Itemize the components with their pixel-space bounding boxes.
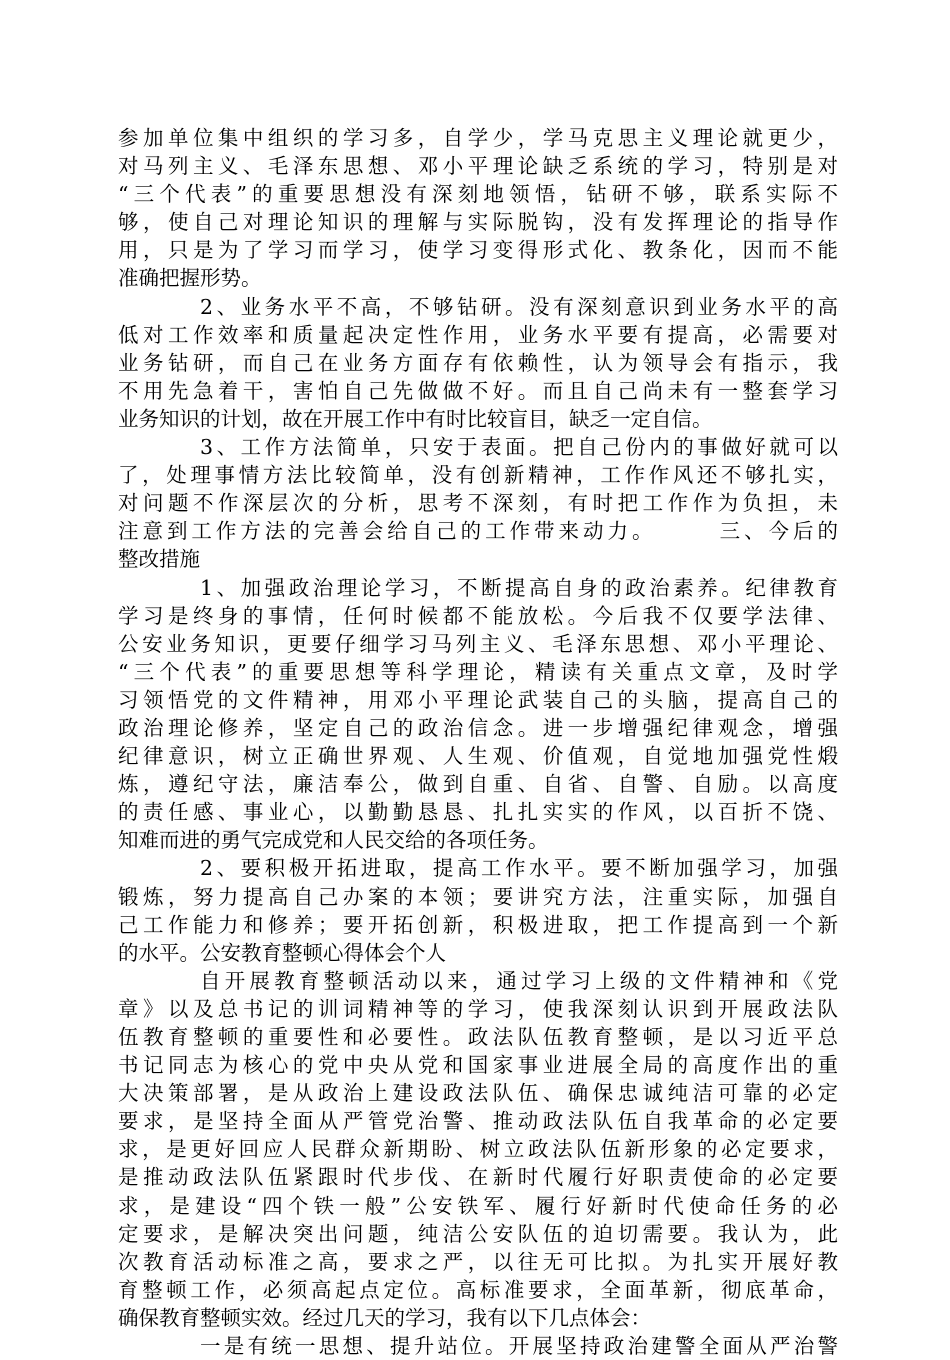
text-line: 要求，是坚持全面从严管党治警、推动政法队伍自我革命的必定要 xyxy=(118,1109,838,1134)
text-line: 锻炼，努力提高自己办案的本领；要讲究方法，注重实际，加强自 xyxy=(118,884,838,909)
text-line: 注意到工作方法的完善会给自己的工作带来动力。 三、今后的 xyxy=(118,519,838,544)
text-line: 整改措施 xyxy=(118,547,200,572)
text-line: 习领悟党的文件精神，用邓小平理论武装自己的头脑，提高自己的 xyxy=(118,687,838,712)
text-line: 炼，遵纪守法，廉洁奉公，做到自重、自省、自警、自励。以高度 xyxy=(118,772,838,797)
text-line: 公安业务知识，更要仔细学习马列主义、毛泽东思想、邓小平理论、 xyxy=(118,631,838,656)
text-line: 准确把握形势。 xyxy=(118,266,262,291)
text-line: 了，处理事情方法比较简单，没有创新精神，工作作风还不够扎实， xyxy=(118,463,838,488)
text-line: 参加单位集中组织的学习多，自学少，学马克思主义理论就更少， xyxy=(118,126,838,150)
text-line: 是推动政法队伍紧跟时代步伐、在新时代履行好职责使命的必定要 xyxy=(118,1165,838,1190)
text-line: 业务钻研，而自己在业务方面存有依赖性，认为领导会有指示，我 xyxy=(118,350,838,375)
text-line: 学习是终身的事情，任何时候都不能放松。今后我不仅要学法律、 xyxy=(118,603,838,628)
text-line: 不用先急着干，害怕自己先做做不好。而且自己尚未有一整套学习 xyxy=(118,378,838,403)
text-line: 对问题不作深层次的分析，思考不深刻，有时把工作作为负担，未 xyxy=(118,491,838,516)
text-line: 自开展教育整顿活动以来，通过学习上级的文件精神和《党 xyxy=(200,968,838,993)
text-line: 书记同志为核心的党中央从党和国家事业进展全局的高度作出的重 xyxy=(118,1053,838,1078)
text-line: “三个代表”的重要思想等科学理论，精读有关重点文章，及时学 xyxy=(118,659,838,684)
text-line: 求，是建设“四个铁一般”公安铁军、履行好新时代使命任务的必 xyxy=(118,1193,838,1218)
text-line: 章》以及总书记的训词精神等的学习，使我深刻认识到开展政法队 xyxy=(118,996,838,1021)
text-line: 一是有统一思想、提升站位。开展坚持政治建警全面从严治警 xyxy=(200,1334,838,1359)
text-line: “三个代表”的重要思想没有深刻地领悟，钻研不够，联系实际不 xyxy=(118,182,838,207)
text-line: 政治理论修养，坚定自己的政治信念。进一步增强纪律观念，增强 xyxy=(118,715,838,740)
text-line: 3、工作方法简单，只安于表面。把自己份内的事做好就可以 xyxy=(200,435,838,460)
text-line: 次教育活动标准之高，要求之严，以往无可比拟。为扎实开展好教 xyxy=(118,1249,838,1274)
text-line: 2、业务水平不高，不够钻研。没有深刻意识到业务水平的高 xyxy=(200,294,838,319)
text-line: 确保教育整顿实效。经过几天的学习，我有以下几点体会： xyxy=(118,1305,651,1330)
text-line: 的责任感、事业心，以勤勤恳恳、扎扎实实的作风，以百折不饶、 xyxy=(118,800,838,825)
text-line: 育整顿工作，必须高起点定位。高标准要求，全面革新，彻底革命， xyxy=(118,1277,838,1302)
text-line: 纪律意识，树立正确世界观、人生观、价值观，自觉地加强党性煅 xyxy=(118,744,838,769)
text-line: 大决策部署，是从政治上建设政法队伍、确保忠诚纯洁可靠的必定 xyxy=(118,1081,838,1106)
text-line: 够，使自己对理论知识的理解与实际脱钩，没有发挥理论的指导作 xyxy=(118,210,838,235)
text-line: 业务知识的计划，故在开展工作中有时比较盲目，缺乏一定自信。 xyxy=(118,406,713,431)
text-line: 的水平。公安教育整顿心得体会个人 xyxy=(118,940,446,965)
document-body xyxy=(118,124,838,1360)
text-line: 用，只是为了学习而学习，使学习变得形式化、教条化，因而不能 xyxy=(118,238,838,263)
text-line: 定要求，是解决突出问题，纯洁公安队伍的迫切需要。我认为，此 xyxy=(118,1221,838,1246)
text-line: 对马列主义、毛泽东思想、邓小平理论缺乏系统的学习，特别是对 xyxy=(118,154,838,179)
text-line: 1、加强政治理论学习，不断提高自身的政治素养。纪律教育 xyxy=(200,575,838,600)
text-line: 2、要积极开拓进取，提高工作水平。要不断加强学习，加强 xyxy=(200,856,838,881)
text-line: 己工作能力和修养；要开拓创新，积极进取，把工作提高到一个新 xyxy=(118,912,838,937)
text-line: 知难而进的勇气完成党和人民交给的各项任务。 xyxy=(118,828,549,853)
text-line: 伍教育整顿的重要性和必要性。政法队伍教育整顿，是以习近平总 xyxy=(118,1025,838,1049)
text-line: 求，是更好回应人民群众新期盼、树立政法队伍新形象的必定要求， xyxy=(118,1137,838,1162)
text-line: 低对工作效率和质量起决定性作用，业务水平要有提高，必需要对 xyxy=(118,322,838,347)
